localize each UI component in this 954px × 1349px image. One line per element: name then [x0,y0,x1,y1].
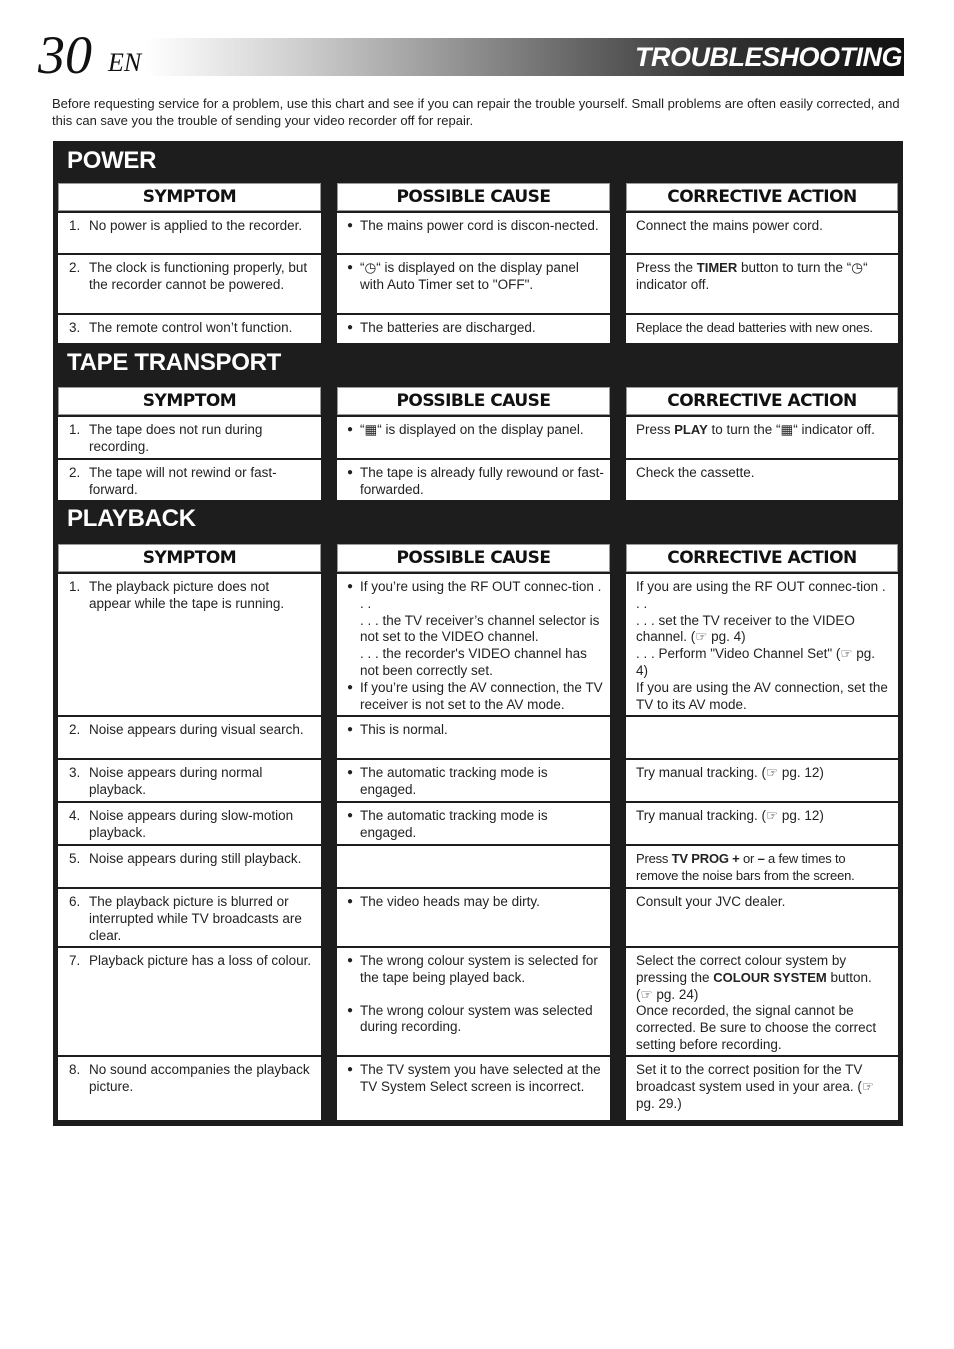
page-header [38,25,904,85]
column-header-symptom: SYMPTOM [58,544,321,572]
column-header-cause: POSSIBLE CAUSE [337,183,610,211]
action-cell: Connect the mains power cord. [626,213,898,253]
cause-cell: ● “▦“ is displayed on the display panel. [337,417,610,458]
column-header-action: CORRECTIVE ACTION [626,544,898,572]
table-row: 7. Playback picture has a loss of colour. [58,948,321,1055]
cause-cell [337,846,610,887]
cause-cell: ● The automatic tracking mode is engaged. [337,803,610,844]
column-header-symptom: SYMPTOM [58,387,321,415]
column-header-cause: POSSIBLE CAUSE [337,544,610,572]
cause-cell: ● The automatic tracking mode is engaged. [337,760,610,801]
action-cell: Set it to the correct position for the TV broadcast system used in your area. (☞ pg. 29.) [626,1057,898,1120]
cause-cell: ● The batteries are discharged. [337,315,610,343]
page-language: EN [108,48,142,77]
table-row: 1. The playback picture does not appear while the tape is running. [58,574,321,715]
cause-cell: ● If you’re using the RF OUT connec-tion . . . . . . the TV receiver’s channel selector is not set to the VIDEO channel. . . . the recorder's VIDEO channel has not been correctly set. ● If you’re using the AV connection, the TV receiver is not set to the AV mode. [337,574,610,715]
cause-cell: ● “◷“ is displayed on the display panel with Auto Timer set to "OFF". [337,255,610,313]
action-cell: Try manual tracking. (☞ pg. 12) [626,803,898,844]
action-cell: Consult your JVC dealer. [626,889,898,946]
section-title-tape-transport: TAPE TRANSPORT [67,349,282,376]
cause-cell: ● This is normal. [337,717,610,758]
cause-cell: ● The TV system you have selected at the TV System Select screen is incorrect. [337,1057,610,1120]
page-number: 30 [38,25,92,85]
table-row: 2. The tape will not rewind or fast-forward. [58,460,321,500]
cause-cell: ● The tape is already fully rewound or fast-forwarded. [337,460,610,500]
section-title-playback: PLAYBACK [67,505,196,532]
action-cell: Press TV PROG + or – a few times to remove the noise bars from the screen. [626,846,898,887]
table-row: 3. Noise appears during normal playback. [58,760,321,801]
table-row: 4. Noise appears during slow-motion playback. [58,803,321,844]
table-row: 1. No power is applied to the recorder. [58,213,321,253]
action-cell: Select the correct colour system by pressing the COLOUR SYSTEM button. (☞ pg. 24) Once recorded, the signal cannot be corrected. Be sure to choose the correct setting before recording. [626,948,898,1055]
column-header-symptom: SYMPTOM [58,183,321,211]
troubleshooting-panel [53,141,903,1126]
cause-cell: ● The wrong colour system is selected for the tape being played back. ● The wrong colour system was selected during recording. [337,948,610,1055]
column-header-cause: POSSIBLE CAUSE [337,387,610,415]
table-row: 1. The tape does not run during recording. [58,417,321,458]
action-cell: Check the cassette. [626,460,898,500]
action-cell: Press PLAY to turn the “▦“ indicator off. [626,417,898,458]
table-row: 5. Noise appears during still playback. [58,846,321,887]
action-cell: Replace the dead batteries with new ones. [626,315,898,343]
table-row: 6. The playback picture is blurred or interrupted while TV broadcasts are clear. [58,889,321,946]
action-cell: If you are using the RF OUT connec-tion . . . . . . set the TV receiver to the VIDEO channel. (☞ pg. 4) . . . Perform "Video Channel Set" (☞ pg. 4) If you are using the AV connection, set the TV to its AV mode. [626,574,898,715]
action-cell: Press the TIMER button to turn the “◷“ indicator off. [626,255,898,313]
column-header-action: CORRECTIVE ACTION [626,183,898,211]
action-cell [626,717,898,758]
column-header-action: CORRECTIVE ACTION [626,387,898,415]
page-title: TROUBLESHOOTING [635,42,902,72]
table-row: 8. No sound accompanies the playback picture. [58,1057,321,1120]
table-row: 2. The clock is functioning properly, but the recorder cannot be powered. [58,255,321,313]
cause-cell: ● The mains power cord is discon-nected. [337,213,610,253]
section-title-power: POWER [67,147,157,174]
intro-text: Before requesting service for a problem, use this chart and see if you can repair the trouble yourself. Small problems are often easily corrected, and this can save you the trouble of sending your video recorder off for repair. [52,96,900,128]
cause-cell: ● The video heads may be dirty. [337,889,610,946]
table-row: 3. The remote control won’t function. [58,315,321,343]
action-cell: Try manual tracking. (☞ pg. 12) [626,760,898,801]
table-row: 2. Noise appears during visual search. [58,717,321,758]
